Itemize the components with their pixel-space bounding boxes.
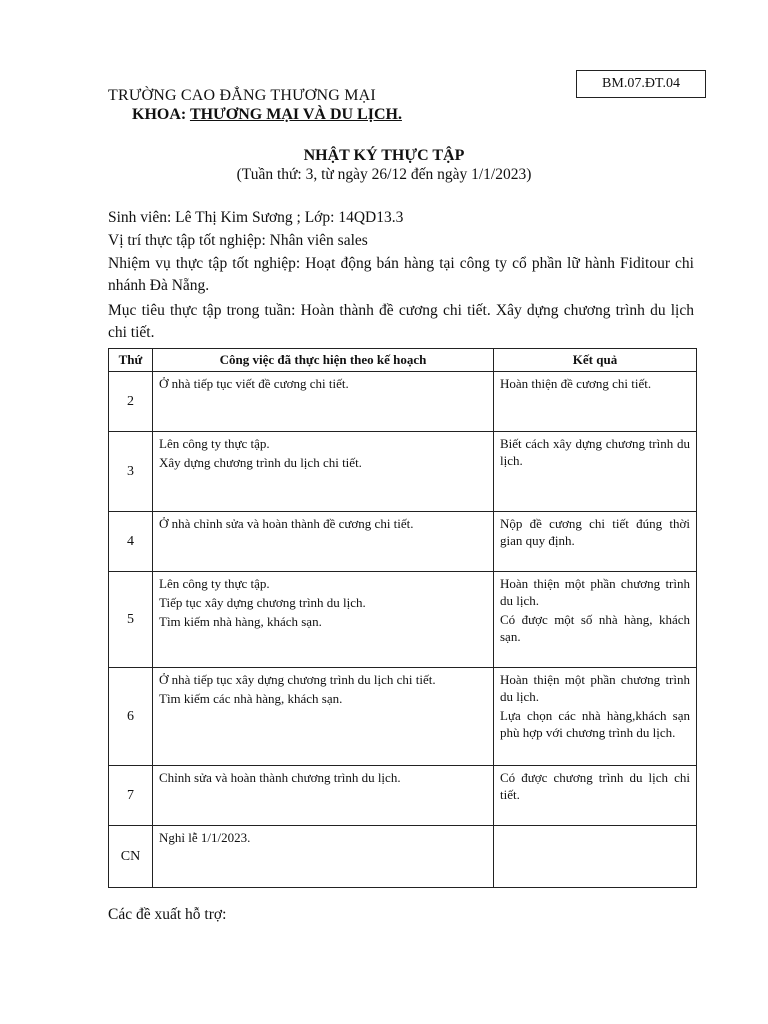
result-cell bbox=[494, 432, 697, 512]
result-line: Hoàn thiện một phần chương trình du lịch. bbox=[500, 576, 690, 608]
work-line: Ở nhà chỉnh sửa và hoàn thành đề cương chi tiết. bbox=[159, 516, 414, 531]
result-line: Lựa chọn các nhà hàng,khách sạn phù hợp với chương trình du lịch. bbox=[500, 708, 690, 740]
form-code-box: BM.07.ĐT.04 bbox=[576, 70, 706, 98]
result-line: Nộp đề cương chi tiết đúng thời gian quy định. bbox=[500, 516, 690, 548]
document-title: NHẬT KÝ THỰC TẬP bbox=[303, 147, 465, 164]
work-line: Lên công ty thực tập. bbox=[159, 436, 270, 451]
faculty-line bbox=[132, 106, 402, 124]
internship-task: Nhiệm vụ thực tập tốt nghiệp: Hoạt động bán hàng tại công ty cổ phần lữ hành Fiditour chi nhánh Đà Nẵng. bbox=[108, 255, 694, 294]
day-cell: 7 bbox=[109, 766, 153, 826]
weekly-goal: Mục tiêu thực tập trong tuần: Hoàn thành đề cương chi tiết. Xây dựng chương trình du lịch chi tiết. bbox=[108, 302, 694, 341]
day-cell: 2 bbox=[109, 372, 153, 432]
result-cell bbox=[494, 668, 697, 766]
work-line: Ở nhà tiếp tục viết đề cương chi tiết. bbox=[159, 376, 349, 391]
support-proposals-label: Các đề xuất hỗ trợ: bbox=[108, 906, 227, 923]
work-cell bbox=[153, 372, 494, 432]
school-name: TRƯỜNG CAO ĐẲNG THƯƠNG MẠI bbox=[108, 87, 376, 104]
day-cell: 4 bbox=[109, 512, 153, 572]
table-row bbox=[109, 372, 697, 432]
internship-position: Vị trí thực tập tốt nghiệp: Nhân viên sales bbox=[108, 232, 368, 249]
work-cell bbox=[153, 432, 494, 512]
result-cell bbox=[494, 512, 697, 572]
table-row bbox=[109, 826, 697, 888]
student-info: Sinh viên: Lê Thị Kim Sương ; Lớp: 14QD13.3 bbox=[108, 209, 404, 226]
result-line: Có được chương trình du lịch chi tiết. bbox=[500, 770, 690, 802]
work-line: Nghỉ lễ 1/1/2023. bbox=[159, 830, 251, 845]
table-header-row bbox=[109, 349, 697, 372]
header-result: Kết quả bbox=[494, 349, 697, 372]
day-cell: 6 bbox=[109, 668, 153, 766]
result-line: Hoàn thiện một phần chương trình du lịch. bbox=[500, 672, 690, 704]
work-line: Chỉnh sửa và hoàn thành chương trình du lịch. bbox=[159, 770, 401, 785]
work-line: Tìm kiếm nhà hàng, khách sạn. bbox=[159, 614, 322, 629]
faculty-label: KHOA: bbox=[132, 106, 187, 123]
result-line: Có được một số nhà hàng, khách sạn. bbox=[500, 612, 690, 644]
diary-table bbox=[108, 348, 697, 888]
work-cell bbox=[153, 572, 494, 668]
result-cell bbox=[494, 372, 697, 432]
table-row bbox=[109, 766, 697, 826]
result-cell bbox=[494, 572, 697, 668]
work-cell bbox=[153, 512, 494, 572]
document-subtitle: (Tuần thứ: 3, từ ngày 26/12 đến ngày 1/1/2023) bbox=[236, 166, 532, 183]
result-cell bbox=[494, 766, 697, 826]
work-line: Tìm kiếm các nhà hàng, khách sạn. bbox=[159, 691, 343, 706]
table-row bbox=[109, 432, 697, 512]
result-line: Hoàn thiện đề cương chi tiết. bbox=[500, 376, 652, 391]
work-cell bbox=[153, 766, 494, 826]
table-row bbox=[109, 572, 697, 668]
work-line: Xây dựng chương trình du lịch chi tiết. bbox=[159, 455, 362, 470]
faculty-name: THƯƠNG MẠI VÀ DU LỊCH. bbox=[189, 106, 402, 123]
day-cell: 3 bbox=[109, 432, 153, 512]
work-cell bbox=[153, 668, 494, 766]
header-day: Thứ bbox=[109, 349, 153, 372]
work-line: Tiếp tục xây dựng chương trình du lịch. bbox=[159, 595, 366, 610]
work-line: Ở nhà tiếp tục xây dựng chương trình du lịch chi tiết. bbox=[159, 672, 436, 687]
day-cell: CN bbox=[109, 826, 153, 888]
header-work: Công việc đã thực hiện theo kế hoạch bbox=[153, 349, 494, 372]
table-row bbox=[109, 512, 697, 572]
table-row bbox=[109, 668, 697, 766]
work-line: Lên công ty thực tập. bbox=[159, 576, 270, 591]
result-line: Biết cách xây dựng chương trình du lịch. bbox=[500, 436, 690, 468]
work-cell bbox=[153, 826, 494, 888]
day-cell: 5 bbox=[109, 572, 153, 668]
result-cell bbox=[494, 826, 697, 888]
